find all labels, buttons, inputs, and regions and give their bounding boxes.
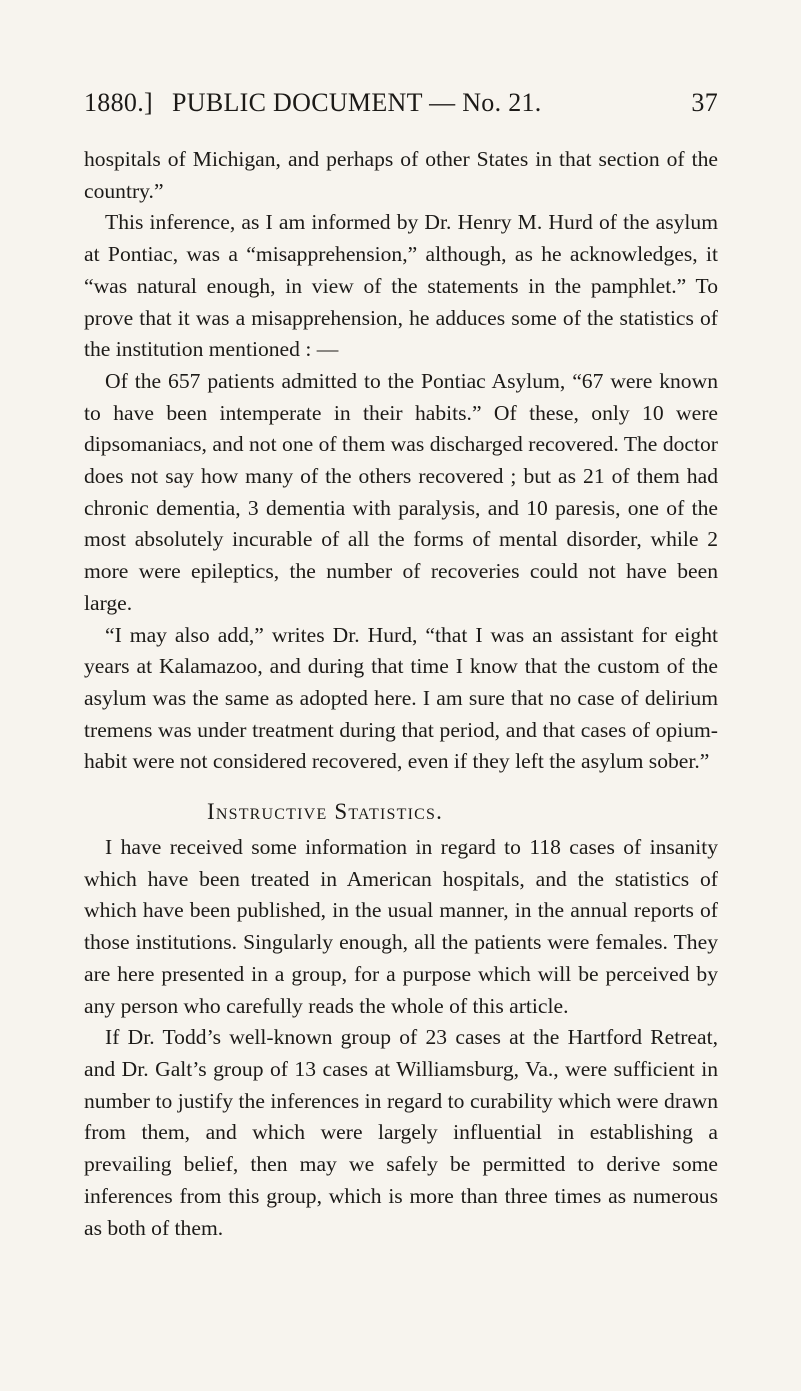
paragraph-continuation: hospitals of Michigan, and perhaps of other States in that section of the country.”	[84, 147, 718, 203]
page-number: 37	[691, 88, 718, 117]
paragraph: This inference, as I am informed by Dr. Henry M. Hurd of the asylum at Pontiac, was a “misapprehension,” although, as he acknowledges, it “was natural enough, in view of the statements in the pamphlet.” To prove that it was a misapprehension, he adduces some of the statistics of the institution mentioned : —	[84, 210, 718, 362]
body-text	[84, 144, 718, 1244]
section-heading: Instructive Statistics.	[207, 799, 444, 825]
running-head	[84, 88, 718, 124]
paragraph: Of the 657 patients admitted to the Pontiac Asylum, “67 were known to have been intemperate in their habits.” Of these, only 10 were dipsomaniacs, and not one of them was discharged recovered. The doctor does not say how many of the others recovered ; but as 21 of them had chronic dementia, 3 dementia with paralysis, and 10 paresis, one of the most absolutely incurable of all the forms of mental disorder, while 2 more were epileptics, the number of recoveries could not have been large.	[84, 368, 718, 615]
paragraph: “I may also add,” writes Dr. Hurd, “that I was an assistant for eight years at Kalamazoo, and during that time I know that the custom of the asylum was the same as adopted here. I am sure that no case of delirium tremens was under treatment during that period, and that cases of opium-habit were not considered recovered, even if they left the asylum sober.”	[84, 622, 718, 774]
header-year: 1880.]	[84, 88, 153, 117]
paragraph: If Dr. Todd’s well-known group of 23 cases at the Hartford Retreat, and Dr. Galt’s group of 13 cases at Williamsburg, Va., were sufficient in number to justify the inferences in regard to curability which were drawn from them, and which were largely influential in establishing a prevailing belief, then may we safely be permitted to derive some inferences from this group, which is more than three times as numerous as both of them.	[84, 1025, 718, 1240]
header-title: PUBLIC DOCUMENT — No. 21.	[172, 88, 542, 117]
paragraph: I have received some information in regard to 118 cases of insanity which have been treated in American hospitals, and the statistics of which have been published, in the usual manner, in the annual reports of those institutions. Singularly enough, all the patients were females. They are here presented in a group, for a purpose which will be perceived by any person who carefully reads the whole of this article.	[84, 835, 718, 1018]
